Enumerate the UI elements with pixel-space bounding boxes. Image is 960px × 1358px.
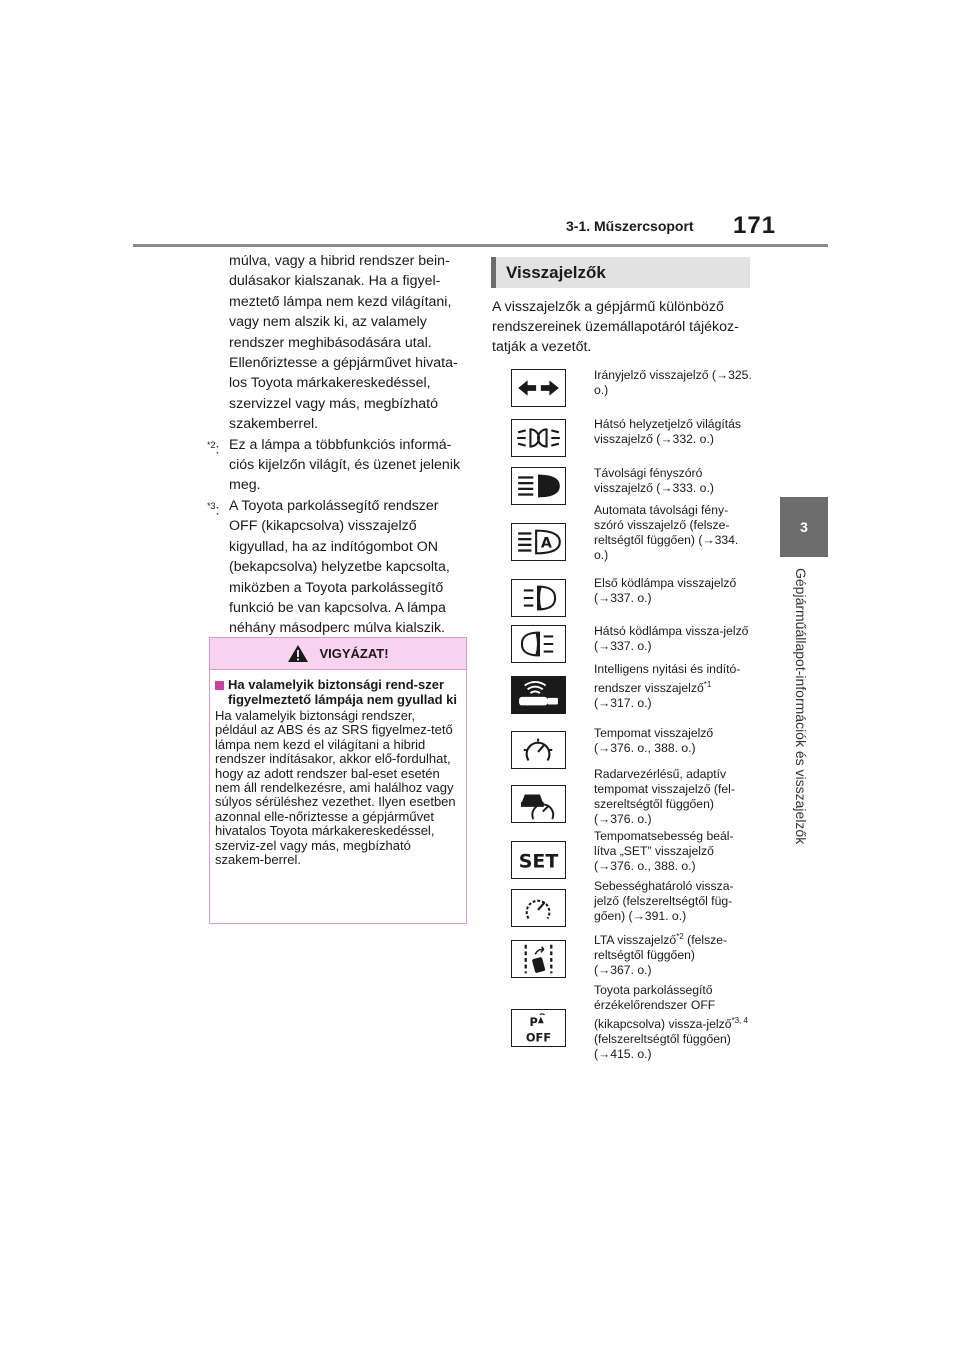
chapter-vertical-label: Gépjárműállapot-információk és visszajelzők (793, 568, 809, 845)
indicator-text: Radarvezérlésű, adaptív tempomat visszajelző (fel-szereltségtől függően) (→376. o.) (594, 767, 735, 826)
footnote-2: $^{*2}$: Ez a lámpa a többfunkciós informá-ciós kijelzőn világít, és üzenet jelenik meg. (207, 435, 469, 496)
indicator-text: LTA visszajelző$^{*2}$ (felsze-reltségtől függően) (→367. o.) (594, 932, 728, 978)
parking-icon-label: OFF (525, 1030, 552, 1045)
footnote-mark: *2 (207, 439, 216, 450)
footnote-ref: *1 (703, 680, 712, 689)
bullet-square-icon (215, 681, 224, 690)
tail-light-icon (511, 419, 566, 457)
indicator-text: Toyota parkolássegítő érzékelőrendszer OFF (kikapcsolva) vissza-jelző$^{*3, 4}$ (felszereltségtől függően) (→415. o.) (594, 983, 748, 1062)
svg-text:A: A (540, 535, 552, 552)
indicator-text: Automata távolsági fény-szóró visszajelző (felsze-reltségtől függően) (→334. o.) (594, 503, 739, 562)
turn-signal-icon (511, 369, 566, 407)
footnote-mark: *3 (207, 500, 216, 511)
footnote-3: $^{*3}$: A Toyota parkolássegítő rendszer OFF (kikapcsolva) visszajelző kigyullad, ha az indítógombot ON (bekapcsolva) helyzetbe kapcsolta, miközben a Toyota parkolássegítő funkció be van kapcsolva. A lámpa néhány másodperc múlva kialszik. (207, 496, 469, 639)
radar-cruise-icon (511, 785, 566, 823)
footnote-text: Ez a lámpa a többfunkciós informá-ciós kijelzőn világít, és üzenet jelenik meg. (229, 436, 461, 494)
caution-text: Ha valamelyik biztonsági rendszer, például az ABS és az SRS figyelmez-tető lámpa nem kezd el világítani a hibrid rendszer indításakor, akkor elő-fordulhat, hogy az adott rendszer bal-eset esetén nem áll rendelkezésre, ami halálhoz vagy súlyos sérüléshez vezethet. Ilyen esetben azonnal elle-nőriztesse a gépjárművet hivatalos Toyota márkakereskedéssel, szerviz-zel vagy más, megbízható szakem-berrel. (215, 708, 456, 868)
section-heading: Visszajelzők (491, 257, 750, 288)
indicator-text: Tempomat visszajelző (→376. o., 388. o.) (594, 726, 714, 755)
high-beam-icon (511, 467, 566, 505)
indicator-text: Első ködlámpa visszajelző (→337. o.) (594, 576, 737, 605)
indicator-text: Távolsági fényszóró visszajelző (→333. o.) (594, 466, 714, 495)
caution-box (209, 637, 467, 924)
speed-limiter-icon (511, 889, 566, 927)
continued-paragraph: múlva, vagy a hibrid rendszer bein-dulásakor kialszanak. Ha a figyel-meztető lámpa nem kezd világítani, vagy nem alszik ki, az valamely rendszer meghibásodására utal. Ellenőriztesse a gépjárművet hivata-los Toyota márkakereskedéssel, szervizzel vagy más, megbízható szakemberrel. (229, 253, 458, 433)
caution-title: VIGYÁZAT! (319, 646, 389, 661)
parking-assist-off-icon (511, 1009, 566, 1047)
front-fog-icon (511, 579, 566, 617)
caution-header (210, 638, 466, 670)
svg-text:P: P (529, 1015, 538, 1030)
indicator-text: Tempomatsebesség beál-lítva „SET” visszajelző (→376. o., 388. o.) (594, 829, 734, 873)
rear-fog-icon (511, 625, 566, 663)
left-column (207, 251, 469, 639)
indicator-text: Hátsó helyzetjelző világítás visszajelző (→332. o.) (594, 417, 741, 446)
footnote-ref: *3, 4 (731, 1016, 748, 1025)
lta-icon (511, 940, 566, 978)
indicator-text: Sebességhatároló vissza-jelző (felszereltségtől füg-gően) (→391. o.) (594, 879, 734, 923)
page-number: 171 (733, 212, 777, 239)
indicator-text: Intelligens nyitási és indító-rendszer visszajelző$^{*1}$ (→317. o.) (594, 662, 741, 711)
set-icon-label: SET (518, 850, 559, 873)
intro-paragraph: A visszajelzők a gépjármű különböző rendszereinek üzemállapotáról tájékoz-tatják a vezetőt. (492, 299, 739, 355)
chapter-tab: 3 (780, 497, 828, 557)
caution-subtitle: Ha valamelyik biztonsági rend-szer figyelmeztető lámpája nem gyullad ki (215, 678, 460, 707)
auto-high-beam-icon (511, 523, 566, 561)
warning-triangle-icon (287, 644, 309, 663)
footnote-ref: *2 (676, 932, 684, 941)
indicator-text: Hátsó ködlámpa vissza-jelző (→337. o.) (594, 624, 749, 653)
cruise-control-icon (511, 731, 566, 769)
smart-key-icon (511, 676, 566, 714)
indicator-text: Irányjelző visszajelző (→325. o.) (594, 368, 752, 397)
header-section-title: 3-1. Műszercsoport (566, 218, 694, 234)
header-rule (133, 244, 828, 247)
footnote-text: A Toyota parkolássegítő rendszer OFF (kikapcsolva) visszajelző kigyullad, ha az indítógombot ON (bekapcsolva) helyzetbe kapcsolta, miközben a Toyota parkolássegítő funkció be van kapcsolva. A lámpa néhány másodperc múlva kialszik. (229, 497, 450, 637)
set-icon (511, 841, 566, 879)
